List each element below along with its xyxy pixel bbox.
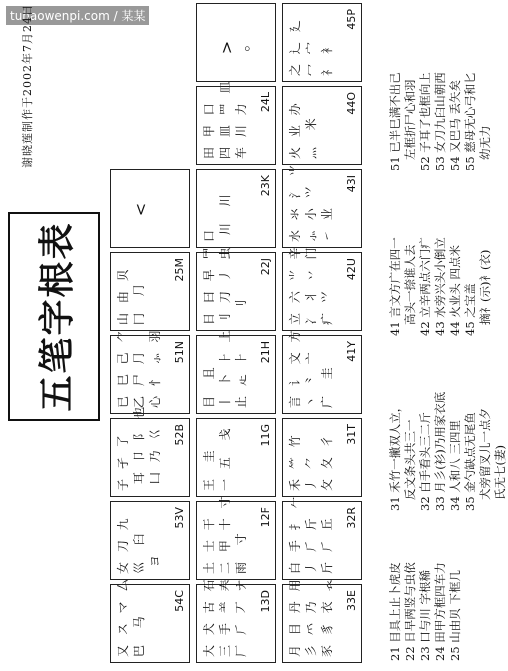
key-radicals: 女 刀 九 巛 臼 ヨ [116, 515, 162, 574]
key-code: 31T [345, 424, 358, 445]
key-radicals: 田 甲 口 四 皿 罒 皿 车 川 力 [202, 78, 248, 159]
punctuation-glyph: > 。 [217, 32, 252, 55]
key-code: 42U [345, 258, 358, 281]
key-radicals: 水 氺 ⺡ ⺌ ⺗ 小 ⺍ ㇀ 业 [288, 161, 334, 242]
key-cell-24l [196, 78, 276, 165]
notes-group: 51 已半巳满不出己 左框折尸心和羽 52 子耳了也框向上 53 女刀九臼山朝西 54 又巴马 丢矢矣 55 慈母无心弓和匕 幼无力 [388, 72, 492, 171]
key-cell-13d [196, 576, 276, 663]
key-cell-21h [196, 327, 276, 414]
key-radicals: 日 曰 早 ⺜ 刂 刀 丿 虫 刂 [202, 244, 248, 325]
key-cell-32r [282, 493, 362, 580]
key-radicals: 大 犬 古 石 三 手 ⺷ 𡗗 厂 ⺁ 丆 ナ [202, 576, 248, 657]
key-code: 44O [345, 92, 358, 115]
key-cell-41y [282, 327, 362, 414]
key-cell-53v [110, 501, 190, 580]
key-radicals: 火 业 办 灬 米 [288, 100, 318, 159]
punctuation-cell [110, 169, 190, 248]
key-radicals: 子 孑 了 耳 卩 阝 也 凵 乃 巜 [116, 403, 162, 491]
page-title: 五笔字根表 [8, 212, 100, 421]
notes-group: 41 言文方广在四一 高头一捺谁人去 42 立辛两点六门疒 43 水旁兴头小倒立 44 火业头 四点米 45 之宝盖 摘礻(示)衤(衣) [388, 237, 492, 336]
key-cell-43i [282, 161, 362, 248]
key-cell-23k [196, 169, 276, 248]
key-radicals: 月 目 丹 用 彡 ⺤ 乃 豕 豸 衣 𧘇 [288, 576, 334, 657]
key-cell-45p [282, 3, 362, 82]
key-cell-25m [110, 252, 190, 331]
key-code: 12F [259, 507, 272, 528]
key-radicals: 已 巳 己 ⺈ 乙 尸 ⺆ 心 忄 ⺗ 羽 [116, 327, 162, 408]
key-radicals: 王 圭 一 五 戋 [202, 425, 232, 491]
key-code: 32R [345, 507, 358, 529]
key-radicals: 之 辶 廴 冖 宀 礻 衤 [288, 17, 334, 76]
key-code: 21H [259, 341, 272, 364]
key-code: 45P [345, 9, 358, 30]
punctuation-cell [196, 3, 276, 82]
key-radicals: 口 川 川 [202, 191, 232, 242]
key-radicals: 又 ス マ 厶 巴 马 [116, 576, 146, 657]
key-code: 41Y [345, 341, 358, 362]
notes-group: 31 禾竹一撇双人立， 反文条头共三一 32 白手看头三二斤 33 月彡(衫)乃用家衣底 34 人和八 三四里 35 金勺缺点无尾鱼 犬旁留叉儿一点夕 氏无七(妻) [388, 391, 507, 511]
key-code: 51N [173, 341, 186, 364]
key-cell-54c [110, 576, 190, 663]
key-radicals: 言 讠 文 方 丶 ⺀ 亠 广 圭 [288, 327, 334, 408]
key-code: 52B [173, 424, 186, 446]
watermark: tuhaowenpi.com / 某某 [6, 6, 149, 25]
key-code: 22J [259, 258, 272, 276]
key-code: 53V [173, 507, 186, 529]
author-line: 谢晓莲制作于2002年7月24日 [21, 4, 34, 168]
mnemonic-notes [388, 1, 507, 661]
key-radicals: 白 手 ⺘ 𠂉 丿 ⺁ 斤 斤 ⺁ 丘 [288, 493, 334, 574]
key-code: 24L [259, 92, 272, 113]
key-cell-51n [110, 327, 190, 414]
punctuation-glyph: < [131, 199, 150, 217]
key-code: 23K [259, 175, 272, 197]
notes-group: 21 目具上止卜虎皮 22 日早两竖与虫依 23 口与川 字根稀 24 田甲方框四车力 25 山由贝 下框几 [388, 562, 462, 661]
key-cell-22j [196, 244, 276, 331]
key-cell-33e [282, 576, 362, 663]
key-cell-44o [282, 86, 362, 165]
key-radicals: 立 六 ⺌ 辛 冫 丬 丷 门 疒 ⺍ [288, 244, 334, 325]
key-cell-52b [110, 403, 190, 497]
key-code: 33E [345, 590, 358, 611]
key-radicals: 目 且 丨 卜 ⺊ 上 止 龰 ⺊ [202, 327, 248, 408]
key-cell-12f [196, 493, 276, 580]
key-cell-11g [196, 418, 276, 497]
key-radicals: 山 由 贝 冂 ⺆ [116, 266, 146, 325]
key-radicals: 禾 ⺮ 竹 丿 ⺈ 攵 夂 彳 [288, 432, 334, 491]
key-code: 43I [345, 175, 358, 193]
key-code: 11G [259, 424, 272, 447]
key-cell-31t [282, 418, 362, 497]
key-cell-42u [282, 244, 362, 331]
key-code: 13D [259, 590, 272, 613]
key-grid [110, 0, 374, 663]
key-code: 54C [173, 590, 186, 612]
key-code: 25M [173, 258, 186, 282]
key-radicals: 土 士 干 二 甲 十 寸 雨 寸 [202, 493, 248, 574]
